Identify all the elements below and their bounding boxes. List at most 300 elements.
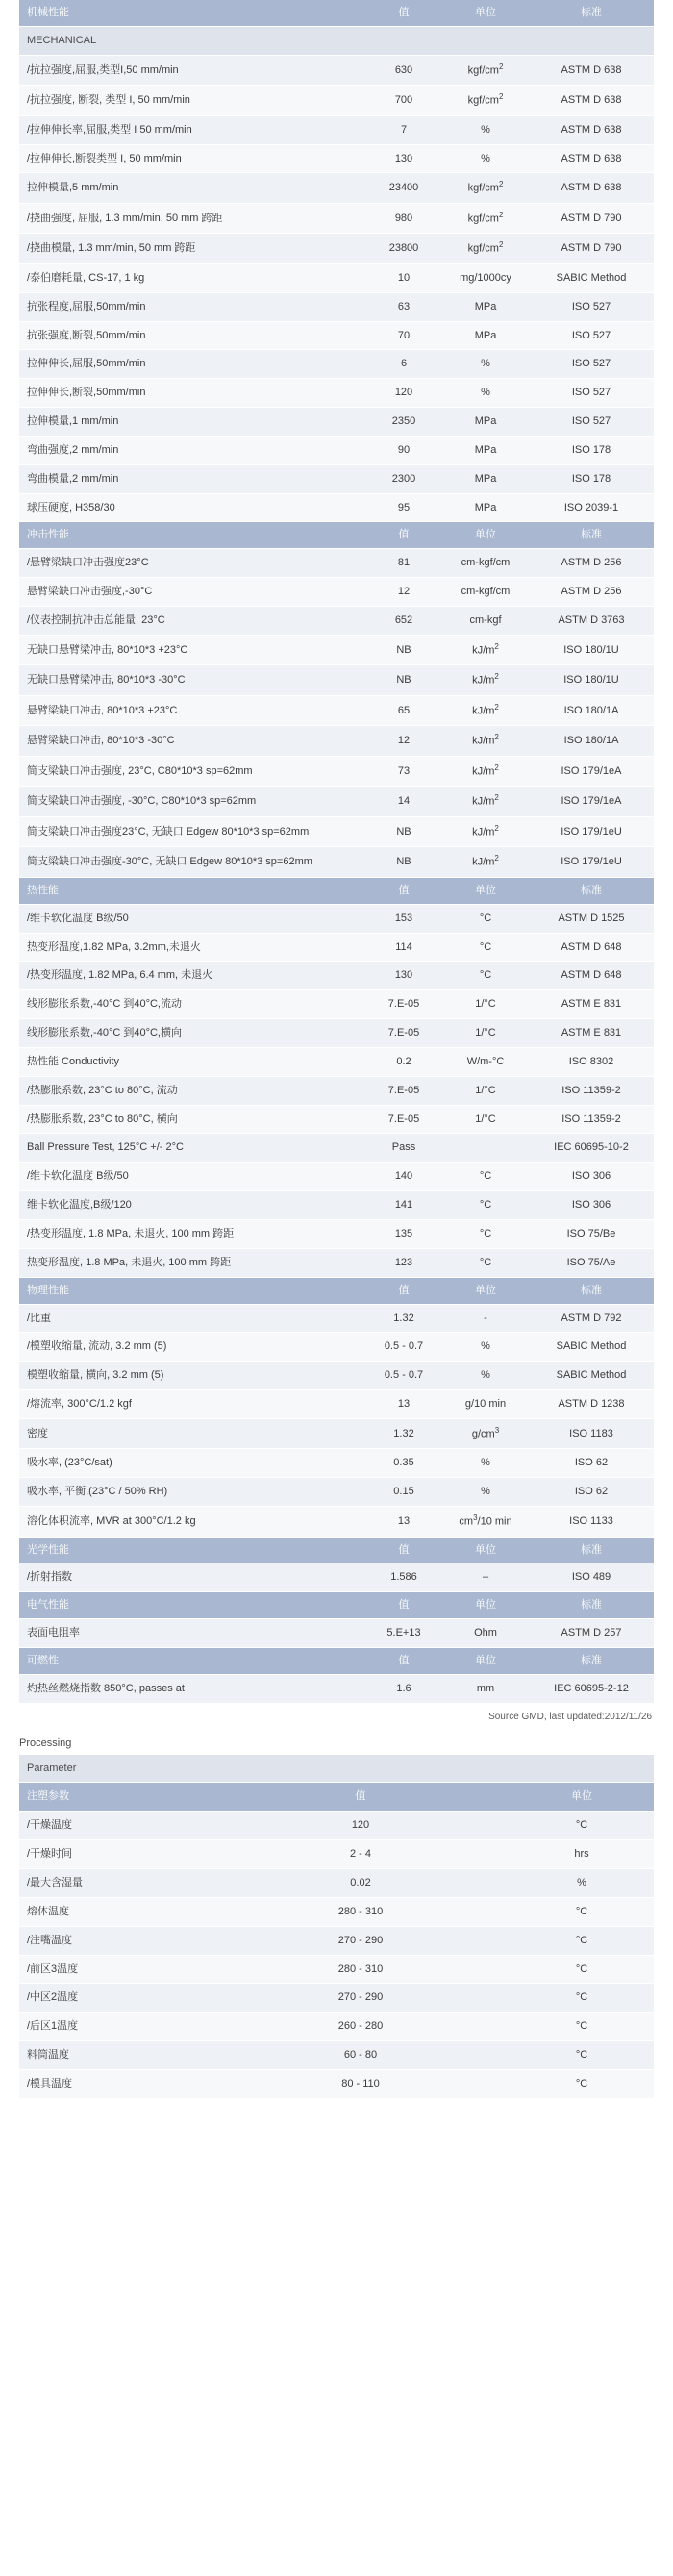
table-row	[19, 436, 654, 464]
property-unit: 1/°C	[442, 1019, 529, 1048]
property-standard: ISO 178	[529, 464, 654, 493]
parameter-unit: °C	[510, 2041, 654, 2070]
parameter-name: /最大含湿量	[19, 1869, 212, 1898]
property-value: 141	[365, 1191, 442, 1220]
parameter-value: 2 - 4	[212, 1840, 510, 1869]
property-unit: Ohm	[442, 1619, 529, 1648]
property-name: 吸水率, (23°C/sat)	[19, 1449, 365, 1478]
table-row	[19, 756, 654, 787]
table-row	[19, 665, 654, 696]
processing-subheader: Parameter	[19, 1755, 654, 1783]
property-value: NB	[365, 816, 442, 847]
property-standard: ASTM D 792	[529, 1304, 654, 1333]
parameter-value: 80 - 110	[212, 2069, 510, 2098]
property-standard: ISO 527	[529, 379, 654, 408]
property-value: 12	[365, 578, 442, 607]
property-unit: kgf/$cm^2$	[442, 55, 529, 86]
property-name: 弯曲强度,2 mm/min	[19, 436, 365, 464]
property-unit: $kJ/m^2$	[442, 665, 529, 696]
property-standard: ASTM D 638	[529, 55, 654, 86]
property-value: 0.35	[365, 1449, 442, 1478]
processing-table	[19, 1755, 654, 2099]
property-name: 简支梁缺口冲击强度23°C, 无缺口 Edgew 80*10*3 sp=62mm	[19, 816, 365, 847]
parameter-unit: %	[510, 1869, 654, 1898]
property-name: /热膨胀系数, 23°C to 80°C, 流动	[19, 1076, 365, 1105]
table-row	[19, 263, 654, 292]
property-standard: ISO 75/Ae	[529, 1248, 654, 1277]
property-value: 7.E-05	[365, 990, 442, 1019]
property-standard: ASTM D 257	[529, 1619, 654, 1648]
property-standard: ISO 180/1A	[529, 695, 654, 726]
column-header: 值	[365, 522, 442, 549]
property-unit: °C	[442, 1219, 529, 1248]
property-value: 140	[365, 1163, 442, 1191]
table-row	[19, 55, 654, 86]
property-value: 130	[365, 962, 442, 990]
parameter-name: /模具温度	[19, 2069, 212, 2098]
property-unit: °C	[442, 904, 529, 933]
property-name: 拉伸模量,1 mm/min	[19, 408, 365, 437]
property-name: 无缺口悬臂梁冲击, 80*10*3 +23°C	[19, 635, 365, 665]
property-standard: ISO 180/1U	[529, 635, 654, 665]
property-standard: ISO 179/1eA	[529, 756, 654, 787]
table-row	[19, 1219, 654, 1248]
column-header: 单位	[510, 1783, 654, 1812]
table-row	[19, 321, 654, 350]
property-standard: ISO 2039-1	[529, 493, 654, 522]
property-value: 5.E+13	[365, 1619, 442, 1648]
parameter-name: /中区2温度	[19, 1984, 212, 2013]
table-row	[19, 1926, 654, 1955]
column-header: 单位	[442, 0, 529, 26]
property-standard: ISO 178	[529, 436, 654, 464]
property-value: 120	[365, 379, 442, 408]
property-unit	[442, 1134, 529, 1163]
property-standard: ISO 62	[529, 1478, 654, 1507]
table-row	[19, 1163, 654, 1191]
section-header-row	[19, 522, 654, 549]
table-row	[19, 1047, 654, 1076]
parameter-value: 260 - 280	[212, 2013, 510, 2041]
property-value: 73	[365, 756, 442, 787]
property-value: 1.6	[365, 1674, 442, 1703]
property-value: 14	[365, 787, 442, 817]
property-standard: ASTM D 638	[529, 144, 654, 173]
column-header: 值	[212, 1783, 510, 1812]
column-header: 标准	[529, 0, 654, 26]
table-row	[19, 787, 654, 817]
property-unit: cm-kgf/cm	[442, 578, 529, 607]
property-standard: ISO 75/Be	[529, 1219, 654, 1248]
table-row	[19, 962, 654, 990]
table-row	[19, 1955, 654, 1984]
property-value: 1.32	[365, 1418, 442, 1449]
property-unit: $kJ/m^2$	[442, 816, 529, 847]
property-value: 0.15	[365, 1478, 442, 1507]
property-name: 热性能 Conductivity	[19, 1047, 365, 1076]
parameter-value: 280 - 310	[212, 1955, 510, 1984]
column-header: 单位	[442, 1537, 529, 1563]
property-value: 65	[365, 695, 442, 726]
property-value: Pass	[365, 1134, 442, 1163]
property-name: 简支梁缺口冲击强度, -30°C, C80*10*3 sp=62mm	[19, 787, 365, 817]
table-row	[19, 350, 654, 379]
property-value: 7.E-05	[365, 1019, 442, 1048]
property-value: NB	[365, 635, 442, 665]
property-unit: 1/°C	[442, 1076, 529, 1105]
property-value: 7	[365, 115, 442, 144]
table-row	[19, 1304, 654, 1333]
property-value: 114	[365, 933, 442, 962]
column-header: 值	[365, 0, 442, 26]
property-standard: ASTM D 638	[529, 86, 654, 116]
property-name: /抗拉强度, 断裂, 类型 I, 50 mm/min	[19, 86, 365, 116]
property-standard: ISO 179/1eU	[529, 847, 654, 878]
property-value: 13	[365, 1507, 442, 1538]
property-name: /模塑收缩量, 流动, 3.2 mm (5)	[19, 1333, 365, 1362]
property-standard: SABIC Method	[529, 263, 654, 292]
property-unit: %	[442, 115, 529, 144]
property-unit: MPa	[442, 408, 529, 437]
property-name: /维卡软化温度 B级/50	[19, 904, 365, 933]
table-row	[19, 115, 654, 144]
property-unit: %	[442, 1333, 529, 1362]
table-row	[19, 1191, 654, 1220]
property-name: /拉伸伸长率,屈服,类型 I 50 mm/min	[19, 115, 365, 144]
property-standard: ISO 1133	[529, 1507, 654, 1538]
property-unit: cm-kgf	[442, 607, 529, 636]
property-standard: ISO 62	[529, 1449, 654, 1478]
property-value: 652	[365, 607, 442, 636]
property-name: 球压硬度, H358/30	[19, 493, 365, 522]
column-header: 值	[365, 1592, 442, 1619]
section-subheader: MECHANICAL	[19, 26, 654, 55]
section-subheader-row	[19, 26, 654, 55]
table-row	[19, 2013, 654, 2041]
table-row	[19, 408, 654, 437]
property-standard: ISO 8302	[529, 1047, 654, 1076]
property-name: 线形膨胀系数,-40°C 到40°C,流动	[19, 990, 365, 1019]
column-header: 标准	[529, 522, 654, 549]
column-header: 值	[365, 1537, 442, 1563]
table-row	[19, 1812, 654, 1840]
property-value: 70	[365, 321, 442, 350]
property-standard: ASTM D 1525	[529, 904, 654, 933]
table-row	[19, 1869, 654, 1898]
table-row	[19, 726, 654, 757]
table-row	[19, 1390, 654, 1419]
property-name: /比重	[19, 1304, 365, 1333]
table-row	[19, 203, 654, 234]
property-unit: $cm^3/10$ min	[442, 1507, 529, 1538]
table-row	[19, 1674, 654, 1703]
property-value: 135	[365, 1219, 442, 1248]
parameter-name: /干燥温度	[19, 1812, 212, 1840]
property-name: 简支梁缺口冲击强度, 23°C, C80*10*3 sp=62mm	[19, 756, 365, 787]
parameter-name: 熔体温度	[19, 1897, 212, 1926]
property-value: 6	[365, 350, 442, 379]
property-name: 无缺口悬臂梁冲击, 80*10*3 -30°C	[19, 665, 365, 696]
table-row	[19, 1418, 654, 1449]
property-name: /挠曲模量, 1.3 mm/min, 50 mm 跨距	[19, 234, 365, 264]
table-row	[19, 904, 654, 933]
table-row	[19, 1449, 654, 1478]
property-value: 630	[365, 55, 442, 86]
parameter-unit: °C	[510, 1812, 654, 1840]
property-name: 拉伸伸长,断裂,50mm/min	[19, 379, 365, 408]
column-header: 单位	[442, 1277, 529, 1304]
property-value: 1.586	[365, 1563, 442, 1592]
parameter-name: /后区1温度	[19, 2013, 212, 2041]
property-name: /泰伯磨耗量, CS-17, 1 kg	[19, 263, 365, 292]
property-unit: kgf/$cm^2$	[442, 86, 529, 116]
property-unit: kgf/$cm^2$	[442, 173, 529, 204]
parameter-value: 270 - 290	[212, 1984, 510, 2013]
property-value: 81	[365, 549, 442, 578]
property-unit: $kJ/m^2$	[442, 756, 529, 787]
property-standard: ASTM D 256	[529, 578, 654, 607]
section-header-row	[19, 1647, 654, 1674]
spec-tables	[19, 0, 654, 1704]
property-unit: MPa	[442, 493, 529, 522]
property-standard: ASTM D 638	[529, 173, 654, 204]
property-value: 23800	[365, 234, 442, 264]
property-value: 12	[365, 726, 442, 757]
property-unit: $kJ/m^2$	[442, 726, 529, 757]
column-header: 单位	[442, 522, 529, 549]
property-standard: ASTM D 790	[529, 203, 654, 234]
column-header: 值	[365, 1647, 442, 1674]
property-name: 悬臂梁缺口冲击强度,-30°C	[19, 578, 365, 607]
property-name: 吸水率, 平衡,(23°C / 50% RH)	[19, 1478, 365, 1507]
property-unit: $g/cm^3$	[442, 1418, 529, 1449]
property-name: /仪表控制抗冲击总能量, 23°C	[19, 607, 365, 636]
parameter-unit: °C	[510, 2013, 654, 2041]
table-row	[19, 1248, 654, 1277]
table-row	[19, 549, 654, 578]
property-unit: %	[442, 379, 529, 408]
table-row	[19, 1105, 654, 1134]
property-unit: $kJ/m^2$	[442, 787, 529, 817]
property-name: /悬臂梁缺口冲击强度23°C	[19, 549, 365, 578]
property-standard: ASTM E 831	[529, 990, 654, 1019]
property-value: 7.E-05	[365, 1076, 442, 1105]
property-name: /熔流率, 300°C/1.2 kgf	[19, 1390, 365, 1419]
property-standard: ISO 179/1eU	[529, 816, 654, 847]
property-name: 溶化体积流率, MVR at 300°C/1.2 kg	[19, 1507, 365, 1538]
column-header: 单位	[442, 877, 529, 904]
section-title: 机械性能	[19, 0, 365, 26]
section-title: 可燃性	[19, 1647, 365, 1674]
property-value: 980	[365, 203, 442, 234]
processing-section-title: 注塑参数	[19, 1783, 212, 1812]
table-row	[19, 2069, 654, 2098]
property-standard: SABIC Method	[529, 1333, 654, 1362]
property-standard: ISO 11359-2	[529, 1076, 654, 1105]
source-note: Source GMD, last updated:2012/11/26	[488, 1711, 652, 1722]
property-value: 1.32	[365, 1304, 442, 1333]
table-row	[19, 990, 654, 1019]
property-standard: ASTM D 256	[529, 549, 654, 578]
table-row	[19, 695, 654, 726]
property-name: /拉伸伸长,断裂类型 I, 50 mm/min	[19, 144, 365, 173]
parameter-unit: °C	[510, 1897, 654, 1926]
property-standard: ASTM D 3763	[529, 607, 654, 636]
property-unit: °C	[442, 933, 529, 962]
parameter-value: 280 - 310	[212, 1897, 510, 1926]
property-unit: °C	[442, 962, 529, 990]
section-title: 物理性能	[19, 1277, 365, 1304]
table-row	[19, 493, 654, 522]
parameter-value: 0.02	[212, 1869, 510, 1898]
property-name: /折射指数	[19, 1563, 365, 1592]
property-value: NB	[365, 847, 442, 878]
table-row	[19, 847, 654, 878]
property-standard: ISO 306	[529, 1191, 654, 1220]
table-row	[19, 607, 654, 636]
property-unit: °C	[442, 1163, 529, 1191]
property-unit: –	[442, 1563, 529, 1592]
parameter-name: /注嘴温度	[19, 1926, 212, 1955]
property-standard: ASTM D 638	[529, 115, 654, 144]
section-header-row	[19, 0, 654, 26]
section-header-row	[19, 1277, 654, 1304]
property-value: 7.E-05	[365, 1105, 442, 1134]
property-name: 密度	[19, 1418, 365, 1449]
property-unit: MPa	[442, 436, 529, 464]
property-value: 2350	[365, 408, 442, 437]
column-header: 标准	[529, 877, 654, 904]
property-name: 线形膨胀系数,-40°C 到40°C,横向	[19, 1019, 365, 1048]
table-row	[19, 234, 654, 264]
table-row	[19, 464, 654, 493]
section-title: 电气性能	[19, 1592, 365, 1619]
property-unit: mg/1000cy	[442, 263, 529, 292]
property-unit: MPa	[442, 292, 529, 321]
table-row	[19, 292, 654, 321]
property-value: NB	[365, 665, 442, 696]
processing-subheader-row	[19, 1755, 654, 1783]
property-unit: °C	[442, 1191, 529, 1220]
property-unit: kgf/$cm^2$	[442, 203, 529, 234]
property-standard: ISO 527	[529, 321, 654, 350]
parameter-unit: hrs	[510, 1840, 654, 1869]
property-standard: ISO 527	[529, 408, 654, 437]
property-name: 弯曲模量,2 mm/min	[19, 464, 365, 493]
column-header: 值	[365, 1277, 442, 1304]
property-standard: ASTM D 648	[529, 962, 654, 990]
parameter-value: 60 - 80	[212, 2041, 510, 2070]
property-standard: ISO 179/1eA	[529, 787, 654, 817]
property-name: 拉伸模量,5 mm/min	[19, 173, 365, 204]
column-header: 单位	[442, 1647, 529, 1674]
section-header-row	[19, 877, 654, 904]
parameter-unit: °C	[510, 1984, 654, 2013]
section-title: 光学性能	[19, 1537, 365, 1563]
property-standard: ASTM E 831	[529, 1019, 654, 1048]
table-row	[19, 1076, 654, 1105]
property-value: 13	[365, 1390, 442, 1419]
section-title: 热性能	[19, 877, 365, 904]
property-standard: IEC 60695-2-12	[529, 1674, 654, 1703]
property-unit: 1/°C	[442, 1105, 529, 1134]
table-row	[19, 1478, 654, 1507]
property-name: 灼热丝燃烧指数 850°C, passes at	[19, 1674, 365, 1703]
property-unit: $kJ/m^2$	[442, 847, 529, 878]
property-name: /热变形温度, 1.82 MPa, 6.4 mm, 未退火	[19, 962, 365, 990]
property-unit: kgf/$cm^2$	[442, 234, 529, 264]
property-name: 维卡软化温度,B级/120	[19, 1191, 365, 1220]
property-name: 简支梁缺口冲击强度-30°C, 无缺口 Edgew 80*10*3 sp=62mm	[19, 847, 365, 878]
table-row	[19, 1619, 654, 1648]
property-value: 123	[365, 1248, 442, 1277]
property-standard: ISO 1183	[529, 1418, 654, 1449]
table-row	[19, 2041, 654, 2070]
property-value: 130	[365, 144, 442, 173]
table-row	[19, 1507, 654, 1538]
table-row	[19, 1984, 654, 2013]
property-name: /抗拉强度,屈服,类型I,50 mm/min	[19, 55, 365, 86]
table-row	[19, 1362, 654, 1390]
parameter-name: /干燥时间	[19, 1840, 212, 1869]
property-name: Ball Pressure Test, 125°C +/- 2°C	[19, 1134, 365, 1163]
property-unit: %	[442, 1449, 529, 1478]
property-name: 热变形温度,1.82 MPa, 3.2mm,未退火	[19, 933, 365, 962]
property-unit: -	[442, 1304, 529, 1333]
table-row	[19, 379, 654, 408]
table-row	[19, 1563, 654, 1592]
processing-title: Processing	[19, 1737, 72, 1749]
property-value: 10	[365, 263, 442, 292]
property-standard: ISO 527	[529, 350, 654, 379]
property-standard: ISO 306	[529, 1163, 654, 1191]
property-name: 热变形温度, 1.8 MPa, 未退火, 100 mm 跨距	[19, 1248, 365, 1277]
table-row	[19, 1134, 654, 1163]
section-header-row	[19, 1592, 654, 1619]
table-row	[19, 1897, 654, 1926]
property-unit: 1/°C	[442, 990, 529, 1019]
parameter-value: 270 - 290	[212, 1926, 510, 1955]
property-name: /热变形温度, 1.8 MPa, 未退火, 100 mm 跨距	[19, 1219, 365, 1248]
property-unit: %	[442, 1362, 529, 1390]
property-unit: MPa	[442, 321, 529, 350]
property-standard: ISO 180/1U	[529, 665, 654, 696]
property-standard: ISO 489	[529, 1563, 654, 1592]
property-standard: ISO 527	[529, 292, 654, 321]
processing-header-row	[19, 1783, 654, 1812]
property-standard: ASTM D 1238	[529, 1390, 654, 1419]
parameter-unit: °C	[510, 1926, 654, 1955]
property-value: 2300	[365, 464, 442, 493]
parameter-name: 料筒温度	[19, 2041, 212, 2070]
property-value: 95	[365, 493, 442, 522]
property-name: 悬臂梁缺口冲击, 80*10*3 -30°C	[19, 726, 365, 757]
table-row	[19, 1333, 654, 1362]
property-unit: g/10 min	[442, 1390, 529, 1419]
column-header: 标准	[529, 1277, 654, 1304]
table-row	[19, 1840, 654, 1869]
property-name: /热膨胀系数, 23°C to 80°C, 横向	[19, 1105, 365, 1134]
parameter-name: /前区3温度	[19, 1955, 212, 1984]
table-row	[19, 144, 654, 173]
property-unit: mm	[442, 1674, 529, 1703]
property-value: 90	[365, 436, 442, 464]
property-name: 抗张强度,断裂,50mm/min	[19, 321, 365, 350]
table-row	[19, 86, 654, 116]
table-row	[19, 933, 654, 962]
table-row	[19, 173, 654, 204]
property-unit: W/m-°C	[442, 1047, 529, 1076]
